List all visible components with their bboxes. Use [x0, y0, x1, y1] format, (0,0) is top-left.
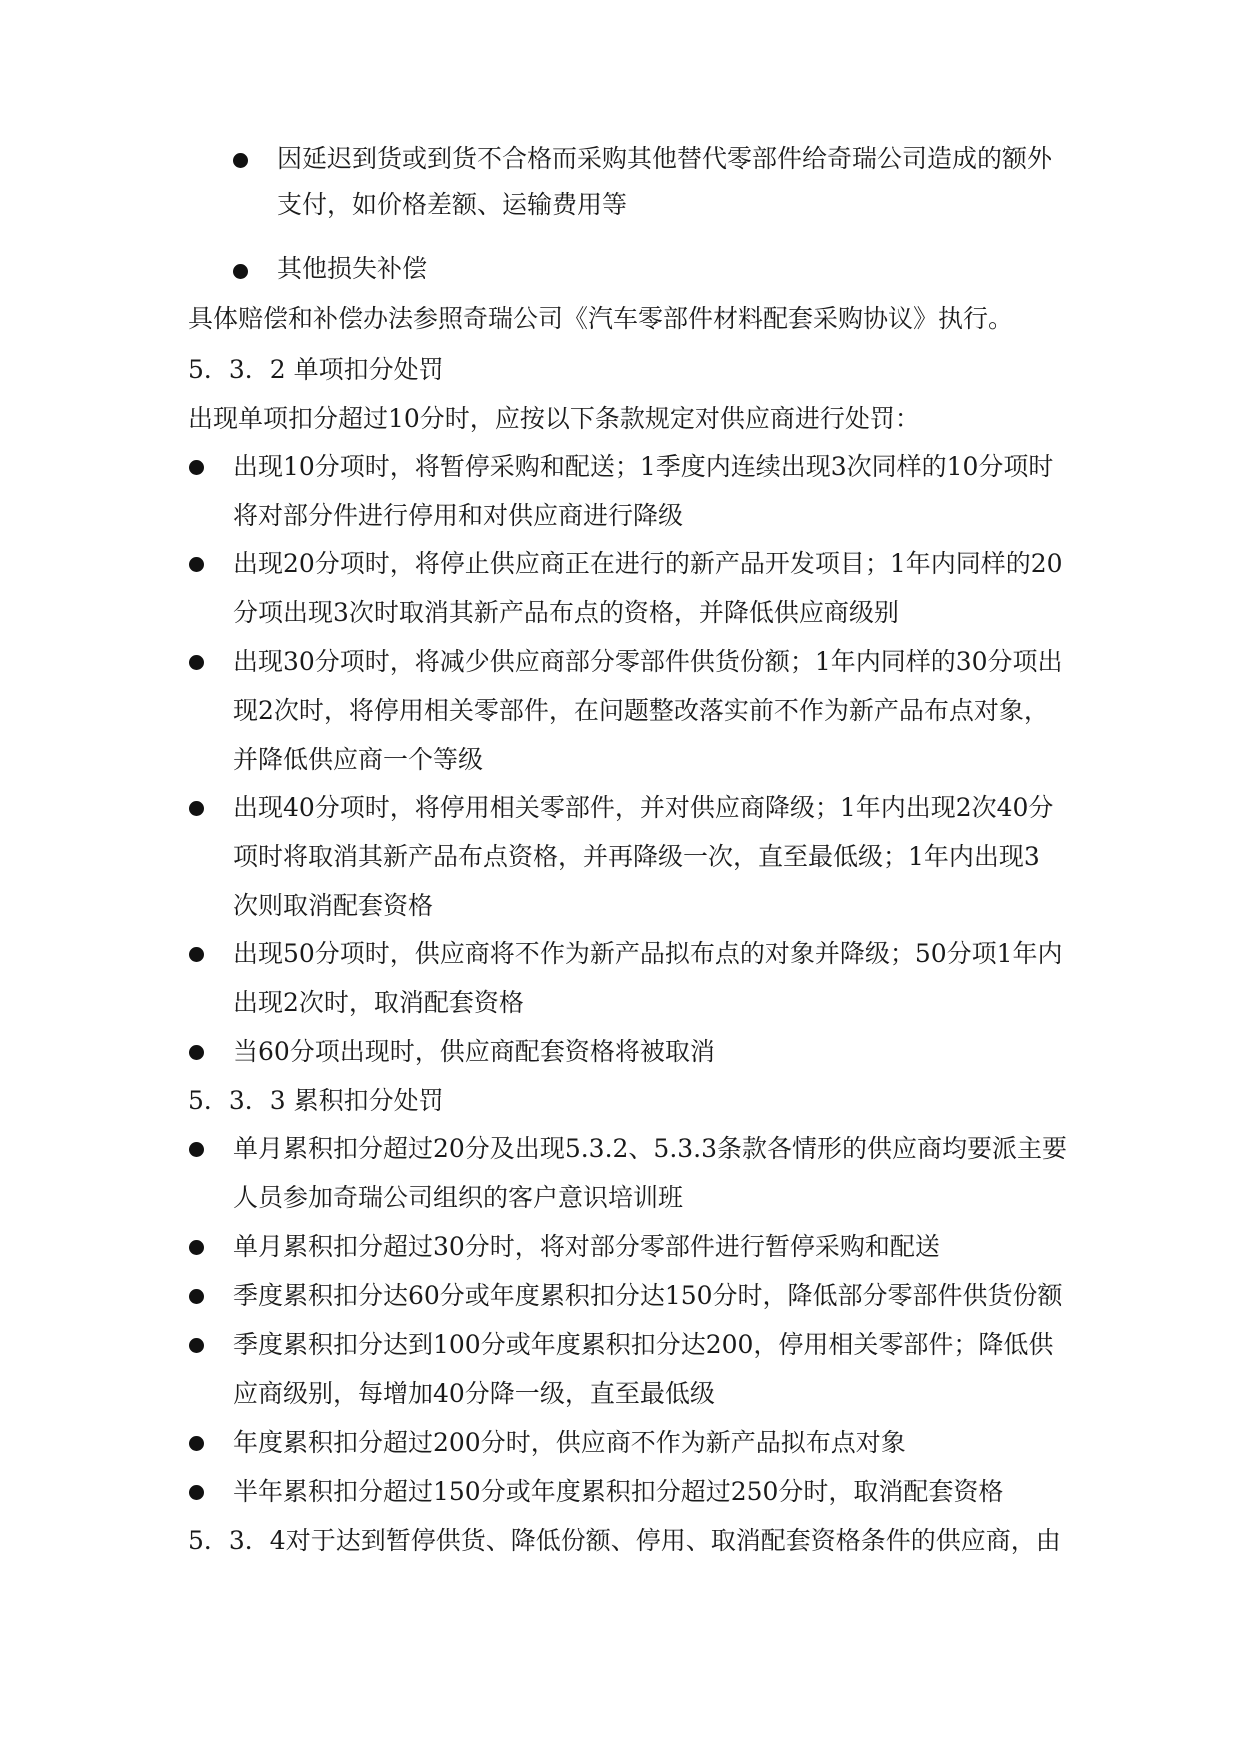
list-item-line: 半年累积扣分超过150分或年度累积扣分超过250分时，取消配套资格: [233, 1477, 1004, 1506]
list-item-line: 出现50分项时，供应商将不作为新产品拟布点的对象并降级；50分项1年内: [233, 939, 1063, 968]
list-item-line: 人员参加奇瑞公司组织的客户意识培训班: [233, 1183, 684, 1212]
bullet-dot: [189, 1485, 204, 1500]
bullet-dot: [189, 1338, 204, 1353]
bullet-dot: [189, 557, 204, 572]
paragraph: 具体赔偿和补偿办法参照奇瑞公司《汽车零部件材料配套采购协议》执行。: [188, 304, 1014, 333]
bullet-dot: [189, 1045, 204, 1060]
list-item-line: 出现40分项时，将停用相关零部件，并对供应商降级；1年内出现2次40分: [233, 793, 1054, 822]
bullet-dot: [189, 1289, 204, 1304]
list-item-line: 应商级别，每增加40分降一级，直至最低级: [233, 1379, 715, 1408]
bullet-dot: [233, 264, 248, 279]
list-item-line: 出现10分项时，将暂停采购和配送；1季度内连续出现3次同样的10分项时: [233, 452, 1054, 481]
list-item-line: 出现30分项时，将减少供应商部分零部件供货份额；1年内同样的30分项出: [233, 647, 1063, 676]
list-item-line: 季度累积扣分达60分或年度累积扣分达150分时，降低部分零部件供货份额: [233, 1281, 1063, 1310]
bullet-dot: [189, 1436, 204, 1451]
list-item-line: 支付，如价格差额、运输费用等: [277, 190, 628, 219]
list-item-line: 季度累积扣分达到100分或年度累积扣分达200，停用相关零部件；降低供: [233, 1330, 1054, 1359]
bullet-dot: [189, 1142, 204, 1157]
list-item-line: 并降低供应商一个等级: [233, 745, 484, 774]
list-item-line: 单月累积扣分超过30分时，将对部分零部件进行暂停采购和配送: [233, 1232, 940, 1261]
bullet-dot: [189, 947, 204, 962]
bullet-dot: [189, 801, 204, 816]
bullet-dot: [189, 460, 204, 475]
paragraph: 5．3．4对于达到暂停供货、降低份额、停用、取消配套资格条件的供应商，由: [188, 1526, 1061, 1555]
list-item-line: 项时将取消其新产品布点资格，并再降级一次，直至最低级；1年内出现3: [233, 842, 1040, 871]
list-item-line: 单月累积扣分超过20分及出现5.3.2、5.3.3条款各情形的供应商均要派主要: [233, 1134, 1068, 1163]
list-item-line: 因延迟到货或到货不合格而采购其他替代零部件给奇瑞公司造成的额外: [277, 144, 1053, 173]
list-item-line: 分项出现3次时取消其新产品布点的资格，并降低供应商级别: [233, 598, 899, 627]
section-heading: 5．3．3 累积扣分处罚: [188, 1086, 444, 1115]
list-item-line: 年度累积扣分超过200分时，供应商不作为新产品拟布点对象: [233, 1428, 906, 1457]
list-item-line: 出现2次时，取消配套资格: [233, 988, 524, 1017]
paragraph: 出现单项扣分超过10分时，应按以下条款规定对供应商进行处罚：: [188, 404, 920, 433]
bullet-dot: [233, 153, 248, 168]
list-item-line: 次则取消配套资格: [233, 891, 434, 920]
section-heading: 5．3．2 单项扣分处罚: [188, 355, 444, 384]
list-item-line: 当60分项出现时，供应商配套资格将被取消: [233, 1037, 715, 1066]
bullet-dot: [189, 655, 204, 670]
list-item-line: 现2次时，将停用相关零部件，在问题整改落实前不作为新产品布点对象，: [233, 696, 1049, 725]
list-item-line: 出现20分项时，将停止供应商正在进行的新产品开发项目；1年内同样的20: [233, 549, 1063, 578]
bullet-dot: [189, 1240, 204, 1255]
list-item-line: 将对部分件进行停用和对供应商进行降级: [233, 501, 684, 530]
list-item-line: 其他损失补偿: [277, 254, 428, 283]
